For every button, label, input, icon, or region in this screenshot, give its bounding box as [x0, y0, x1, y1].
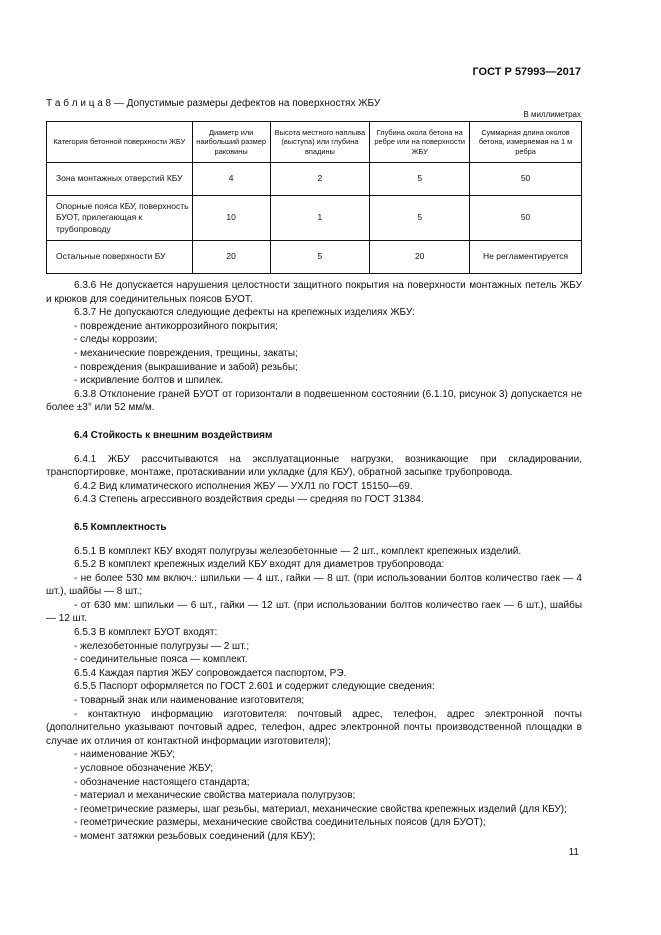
list-item: - товарный знак или наименование изготовителя;: [74, 695, 305, 707]
paragraph: 6.3.7 Не допускаются следующие дефекты на крепежных изделиях ЖБУ:: [74, 307, 415, 319]
table-row: [47, 241, 582, 274]
paragraph: 6.4.1 ЖБУ рассчитываются на эксплуатационные нагрузки, возникающие при складировании, транспортировке, монтаже, протаскивании или укладке (для КБУ), обратной засыпке трубопровода.: [46, 453, 582, 479]
table-cell: 2: [270, 163, 370, 196]
column-header: Диаметр или наибольший размер раковины: [192, 122, 270, 163]
column-header: Суммарная длина околов бетона, измеряемая на 1 м ребра: [470, 122, 582, 163]
table-header-row: [47, 122, 582, 163]
table-cell: 50: [470, 196, 582, 241]
units-note: В миллиметрах: [523, 110, 581, 119]
list-item: - условное обозначение ЖБУ;: [74, 763, 214, 774]
list-item: - не более 530 мм включ.: шпильки — 4 шт., гайки — 8 шт. (при использовании болтов количество гаек — 4 шт.), шайбы — 8 шт.;: [46, 572, 582, 598]
column-header: Категория бетонной поверхности ЖБУ: [47, 122, 193, 163]
paragraph: 6.5.1 В комплект КБУ входят полугрузы железобетонные — 2 шт., комплект крепежных изделий.: [74, 545, 522, 557]
table-row: [47, 196, 582, 241]
table-cell: 5: [270, 241, 370, 274]
table-cell: Зона монтажных отверстий КБУ: [47, 163, 193, 196]
document-code: ГОСТ Р 57993—2017: [472, 66, 581, 78]
list-item: - следы коррозии;: [74, 334, 158, 346]
list-item: - соединительные пояса — комплект.: [74, 654, 248, 666]
paragraph: 6.4.3 Степень агрессивного воздействия среды — средняя по ГОСТ 31384.: [74, 494, 424, 506]
table-cell: 4: [192, 163, 270, 196]
table-cell: Не регламентируется: [470, 241, 582, 274]
table-row: [47, 163, 582, 196]
table-caption: Т а б л и ц а 8 — Допустимые размеры дефектов на поверхностях ЖБУ: [46, 98, 381, 109]
list-item: - повреждения (выкрашивание и забой) резьбы;: [74, 361, 298, 373]
column-header: Глубина окола бетона на ребре или на поверхности ЖБУ: [370, 122, 470, 163]
list-item: - момент затяжки резьбовых соединений (для КБУ);: [74, 830, 316, 842]
table-cell: 5: [370, 196, 470, 241]
table-cell: 10: [192, 196, 270, 241]
section-heading: 6.5 Комплектность: [74, 521, 167, 533]
paragraph: 6.5.3 В комплект БУОТ входят:: [74, 627, 218, 639]
list-item: - железобетонные полугрузы — 2 шт.;: [74, 640, 250, 652]
table-cell: Остальные поверхности БУ: [47, 241, 193, 274]
list-item: - контактную информацию изготовителя: почтовый адрес, телефон, адрес электронной почты (дополнительно указывают почтовый адрес, телефон, адрес электронной почты производственной площадки в случае их отличия от контактной информации изготовителя);: [46, 708, 582, 747]
list-item: - механические повреждения, трещины, закаты;: [74, 347, 298, 359]
table-cell: Опорные пояса КБУ, поверхность БУОТ, прилегающая к трубопроводу: [47, 196, 193, 241]
document-body: [46, 279, 582, 844]
list-item: - искривление болтов и шпилек.: [74, 375, 224, 387]
section-heading: 6.4 Стойкость к внешним воздействиям: [74, 429, 273, 441]
list-item: - от 630 мм: шпильки — 6 шт., гайки — 12 шт. (при использовании болтов количество гаек — 6 шт.), шайбы — 12 шт.: [46, 599, 582, 625]
paragraph: 6.3.6 Не допускается нарушения целостности защитного покрытия на поверхности монтажных петель ЖБУ и крюков для соединительных поясов БУОТ.: [46, 280, 582, 305]
list-item: - повреждение антикоррозийного покрытия;: [74, 320, 278, 332]
table-cell: 1: [270, 196, 370, 241]
list-item: - обозначение настоящего стандарта;: [74, 776, 250, 788]
paragraph: 6.5.5 Паспорт оформляется по ГОСТ 2.601 и содержит следующие сведения:: [74, 681, 435, 693]
list-item: - геометрические размеры, шаг резьбы, материал, механические свойства крепежных изделий (для КБУ);: [74, 803, 567, 815]
page-number: 11: [568, 847, 579, 858]
table-cell: 5: [370, 163, 470, 196]
table-cell: 20: [192, 241, 270, 274]
paragraph: 6.5.4 Каждая партия ЖБУ сопровождается паспортом, РЭ.: [74, 667, 347, 679]
defects-table: [46, 121, 582, 274]
paragraph: 6.5.2 В комплект крепежных изделий КБУ входят для диаметров трубопровода:: [74, 559, 445, 571]
column-header: Высота местного наплыва (выступа) или глубина впадины: [270, 122, 370, 163]
list-item: - материал и механические свойства материала полугрузов;: [74, 790, 356, 802]
table-cell: 20: [370, 241, 470, 274]
list-item: - наименование ЖБУ;: [74, 749, 175, 761]
paragraph: 6.4.2 Вид климатического исполнения ЖБУ — УХЛ1 по ГОСТ 15150—69.: [74, 480, 413, 492]
list-item: - геометрические размеры, механические свойства соединительных поясов (для БУОТ);: [74, 817, 486, 829]
paragraph: 6.3.8 Отклонение граней БУОТ от горизонтали в подвешенном состоянии (6.1.10, рисунок 3) допускается не более ±3° или 52 мм/м.: [46, 388, 582, 414]
table-cell: 50: [470, 163, 582, 196]
